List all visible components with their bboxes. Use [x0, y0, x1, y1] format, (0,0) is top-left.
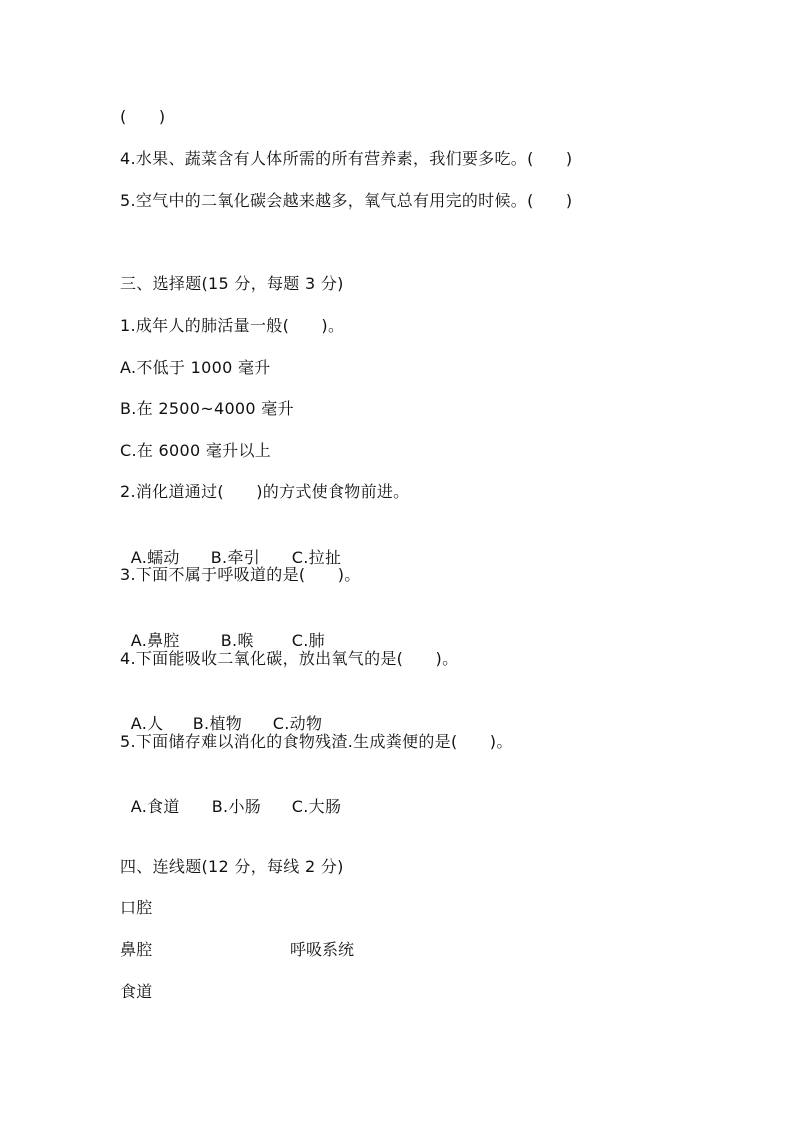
choice-question-4-options — [120, 688, 323, 733]
choice-question-5-stem: 5.下面储存难以消化的食物残渣.生成粪便的是( )。 — [120, 732, 513, 751]
choice-question-2-option-a: A.蠕动 — [130, 548, 180, 567]
matching-right-item: 呼吸系统 — [290, 940, 355, 959]
choice-question-1-stem: 1.成年人的肺活量一般( )。 — [120, 316, 345, 335]
section4-heading: 四、连线题(12 分，每线 2 分) — [120, 857, 344, 876]
section3-heading: 三、选择题(15 分，每题 3 分) — [120, 274, 344, 293]
choice-question-2-option-b: B.牵引 — [210, 548, 261, 567]
q3-answer-bracket: ( ) — [120, 107, 166, 126]
choice-question-5-option-a: A.食道 — [130, 797, 180, 816]
choice-question-5-options — [120, 771, 342, 816]
choice-question-1-option-b: B.在 2500~4000 毫升 — [120, 399, 294, 418]
choice-question-1-option-c: C.在 6000 毫升以上 — [120, 441, 272, 460]
choice-question-2-stem: 2.消化道通过( )的方式使食物前进。 — [120, 482, 410, 501]
matching-left-item: 鼻腔 — [120, 940, 153, 959]
choice-question-4-option-a: A.人 — [130, 714, 164, 733]
choice-question-3-option-c: C.肺 — [291, 631, 325, 650]
choice-question-3-stem: 3.下面不属于呼吸道的是( )。 — [120, 565, 361, 584]
matching-left-item: 口腔 — [120, 898, 153, 917]
matching-left-item: 食道 — [120, 982, 153, 1001]
judgement-question-5: 5.空气中的二氧化碳会越来越多，氧气总有用完的时候。( ) — [120, 191, 573, 210]
choice-question-3-options — [120, 605, 325, 650]
choice-question-1-option-a: A.不低于 1000 毫升 — [120, 358, 271, 377]
judgement-question-4: 4.水果、蔬菜含有人体所需的所有营养素，我们要多吃。( ) — [120, 149, 573, 168]
choice-question-4-stem: 4.下面能吸收二氧化碳，放出氧气的是( )。 — [120, 649, 459, 668]
choice-question-5-option-b: B.小肠 — [211, 797, 262, 816]
choice-question-5-option-c: C.大肠 — [291, 797, 342, 816]
choice-question-4-option-b: B.植物 — [192, 714, 243, 733]
choice-question-4-option-c: C.动物 — [272, 714, 323, 733]
choice-question-2-option-c: C.拉扯 — [291, 548, 342, 567]
choice-question-3-option-a: A.鼻腔 — [130, 631, 180, 650]
choice-question-2-options — [120, 522, 342, 567]
choice-question-3-option-b: B.喉 — [220, 631, 254, 650]
